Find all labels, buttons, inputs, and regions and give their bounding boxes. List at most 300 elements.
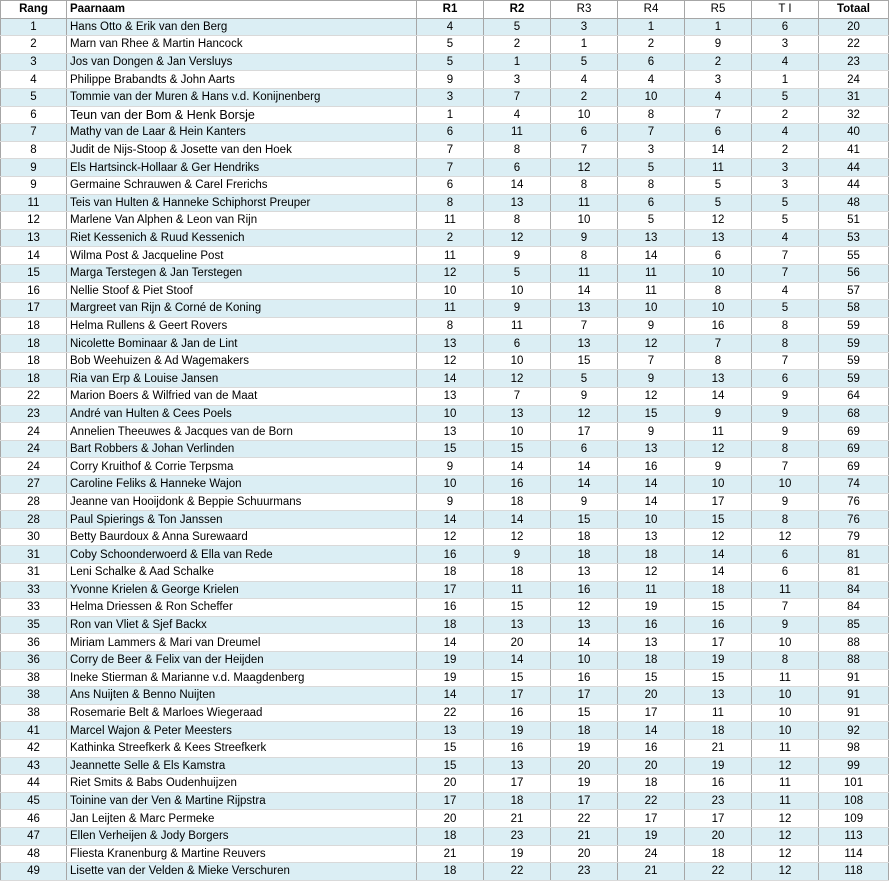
totaal-cell: 40 [819,124,889,142]
table-row [1,36,889,54]
r1-cell: 15 [417,757,484,775]
rang-cell: 23 [1,405,67,423]
totaal-cell: 20 [819,18,889,36]
paarnaam-cell: Els Hartsinck-Hollaar & Ger Hendriks [67,159,417,177]
r1-cell: 13 [417,423,484,441]
ti-cell: 4 [752,53,819,71]
r1-cell: 13 [417,722,484,740]
paarnaam-cell: Teis van Hulten & Hanneke Schiphorst Preuper [67,194,417,212]
header-r2: R2 [484,1,551,19]
r2-cell: 9 [484,247,551,265]
table-row [1,212,889,230]
r1-cell: 20 [417,810,484,828]
r4-cell: 24 [618,845,685,863]
paarnaam-cell: Helma Driessen & Ron Scheffer [67,599,417,617]
table-row [1,440,889,458]
totaal-cell: 79 [819,528,889,546]
r2-cell: 3 [484,71,551,89]
rang-cell: 30 [1,528,67,546]
r3-cell: 1 [551,36,618,54]
ti-cell: 10 [752,634,819,652]
totaal-cell: 59 [819,317,889,335]
r2-cell: 19 [484,845,551,863]
r3-cell: 14 [551,458,618,476]
r5-cell: 3 [685,71,752,89]
r4-cell: 20 [618,687,685,705]
paarnaam-cell: Annelien Theeuwes & Jacques van de Born [67,423,417,441]
r2-cell: 13 [484,757,551,775]
rang-cell: 12 [1,212,67,230]
r3-cell: 22 [551,810,618,828]
r4-cell: 12 [618,564,685,582]
r3-cell: 14 [551,476,618,494]
results-body [1,18,889,880]
table-row [1,599,889,617]
paarnaam-cell: Hans Otto & Erik van den Berg [67,18,417,36]
r3-cell: 15 [551,511,618,529]
ti-cell: 9 [752,493,819,511]
r2-cell: 2 [484,36,551,54]
r1-cell: 14 [417,634,484,652]
rang-cell: 46 [1,810,67,828]
r4-cell: 10 [618,300,685,318]
r1-cell: 6 [417,124,484,142]
r3-cell: 17 [551,792,618,810]
table-row [1,124,889,142]
totaal-cell: 76 [819,511,889,529]
ti-cell: 12 [752,528,819,546]
rang-cell: 14 [1,247,67,265]
header-r3: R3 [551,1,618,19]
r5-cell: 19 [685,651,752,669]
r2-cell: 16 [484,704,551,722]
r3-cell: 11 [551,264,618,282]
r5-cell: 8 [685,352,752,370]
r4-cell: 8 [618,106,685,124]
ti-cell: 9 [752,423,819,441]
r1-cell: 17 [417,792,484,810]
r1-cell: 18 [417,616,484,634]
paarnaam-cell: Coby Schoonderwoerd & Ella van Rede [67,546,417,564]
ti-cell: 12 [752,827,819,845]
r5-cell: 15 [685,599,752,617]
r3-cell: 13 [551,335,618,353]
table-row [1,458,889,476]
ti-cell: 12 [752,757,819,775]
r4-cell: 16 [618,739,685,757]
paarnaam-cell: Corry Kruithof & Corrie Terpsma [67,458,417,476]
r5-cell: 7 [685,335,752,353]
table-row [1,775,889,793]
paarnaam-cell: Marga Terstegen & Jan Terstegen [67,264,417,282]
r5-cell: 4 [685,88,752,106]
r4-cell: 17 [618,810,685,828]
r5-cell: 14 [685,388,752,406]
ti-cell: 11 [752,669,819,687]
r3-cell: 6 [551,124,618,142]
r3-cell: 14 [551,634,618,652]
r2-cell: 11 [484,581,551,599]
table-row [1,18,889,36]
r2-cell: 9 [484,300,551,318]
r4-cell: 11 [618,581,685,599]
r5-cell: 10 [685,476,752,494]
table-row [1,264,889,282]
r2-cell: 15 [484,440,551,458]
paarnaam-cell: Jeannette Selle & Els Kamstra [67,757,417,775]
rang-cell: 38 [1,704,67,722]
rang-cell: 35 [1,616,67,634]
r5-cell: 10 [685,300,752,318]
paarnaam-cell: Fliesta Kranenburg & Martine Reuvers [67,845,417,863]
r1-cell: 14 [417,370,484,388]
r5-cell: 14 [685,141,752,159]
r1-cell: 7 [417,141,484,159]
r4-cell: 21 [618,863,685,881]
totaal-cell: 91 [819,687,889,705]
r1-cell: 15 [417,440,484,458]
r3-cell: 14 [551,282,618,300]
r5-cell: 15 [685,669,752,687]
r1-cell: 10 [417,405,484,423]
r1-cell: 10 [417,282,484,300]
r2-cell: 22 [484,863,551,881]
totaal-cell: 85 [819,616,889,634]
header-r5: R5 [685,1,752,19]
paarnaam-cell: Paul Spierings & Ton Janssen [67,511,417,529]
r2-cell: 13 [484,194,551,212]
paarnaam-cell: Lisette van der Velden & Mieke Verschuren [67,863,417,881]
r2-cell: 17 [484,775,551,793]
rang-cell: 16 [1,282,67,300]
ti-cell: 1 [752,71,819,89]
rang-cell: 7 [1,124,67,142]
r4-cell: 15 [618,669,685,687]
r3-cell: 15 [551,704,618,722]
ti-cell: 4 [752,229,819,247]
r3-cell: 13 [551,564,618,582]
table-row [1,616,889,634]
rang-cell: 11 [1,194,67,212]
ti-cell: 6 [752,18,819,36]
r2-cell: 18 [484,564,551,582]
ti-cell: 10 [752,704,819,722]
r3-cell: 6 [551,440,618,458]
paarnaam-cell: Germaine Schrauwen & Carel Frerichs [67,176,417,194]
totaal-cell: 44 [819,176,889,194]
table-row [1,405,889,423]
r4-cell: 7 [618,352,685,370]
r2-cell: 19 [484,722,551,740]
r3-cell: 18 [551,546,618,564]
paarnaam-cell: Yvonne Krielen & George Krielen [67,581,417,599]
rang-cell: 18 [1,352,67,370]
r1-cell: 10 [417,476,484,494]
r3-cell: 18 [551,722,618,740]
totaal-cell: 44 [819,159,889,177]
totaal-cell: 22 [819,36,889,54]
table-row [1,176,889,194]
totaal-cell: 24 [819,71,889,89]
r5-cell: 1 [685,18,752,36]
header-ti: T I [752,1,819,19]
totaal-cell: 68 [819,405,889,423]
r4-cell: 19 [618,599,685,617]
paarnaam-cell: Marcel Wajon & Peter Meesters [67,722,417,740]
r5-cell: 18 [685,722,752,740]
r5-cell: 5 [685,194,752,212]
r4-cell: 13 [618,440,685,458]
totaal-cell: 69 [819,423,889,441]
r1-cell: 7 [417,159,484,177]
paarnaam-cell: Jan Leijten & Marc Permeke [67,810,417,828]
totaal-cell: 99 [819,757,889,775]
r3-cell: 7 [551,317,618,335]
r1-cell: 9 [417,71,484,89]
r4-cell: 14 [618,722,685,740]
r2-cell: 18 [484,493,551,511]
r1-cell: 16 [417,546,484,564]
r2-cell: 10 [484,423,551,441]
ti-cell: 5 [752,88,819,106]
totaal-cell: 113 [819,827,889,845]
table-row [1,53,889,71]
ti-cell: 8 [752,317,819,335]
rang-cell: 43 [1,757,67,775]
paarnaam-cell: Caroline Feliks & Hanneke Wajon [67,476,417,494]
table-row [1,564,889,582]
r2-cell: 6 [484,335,551,353]
r4-cell: 11 [618,282,685,300]
rang-cell: 31 [1,564,67,582]
totaal-cell: 109 [819,810,889,828]
paarnaam-cell: Nellie Stoof & Piet Stoof [67,282,417,300]
table-row [1,159,889,177]
r4-cell: 16 [618,458,685,476]
paarnaam-cell: Bob Weehuizen & Ad Wagemakers [67,352,417,370]
rang-cell: 3 [1,53,67,71]
r1-cell: 8 [417,194,484,212]
r5-cell: 14 [685,564,752,582]
r4-cell: 6 [618,194,685,212]
table-row [1,388,889,406]
r3-cell: 10 [551,106,618,124]
r2-cell: 13 [484,405,551,423]
r3-cell: 4 [551,71,618,89]
r4-cell: 9 [618,317,685,335]
totaal-cell: 108 [819,792,889,810]
r5-cell: 9 [685,458,752,476]
totaal-cell: 59 [819,335,889,353]
table-row [1,71,889,89]
table-row [1,423,889,441]
paarnaam-cell: Tommie van der Muren & Hans v.d. Konijnenberg [67,88,417,106]
r5-cell: 16 [685,317,752,335]
ti-cell: 10 [752,687,819,705]
r3-cell: 13 [551,616,618,634]
r2-cell: 14 [484,651,551,669]
table-row [1,282,889,300]
rang-cell: 24 [1,458,67,476]
r5-cell: 6 [685,124,752,142]
paarnaam-cell: Mathy van de Laar & Hein Kanters [67,124,417,142]
paarnaam-cell: Bart Robbers & Johan Verlinden [67,440,417,458]
table-row [1,739,889,757]
paarnaam-cell: Wilma Post & Jacqueline Post [67,247,417,265]
r2-cell: 5 [484,18,551,36]
r2-cell: 15 [484,599,551,617]
r5-cell: 6 [685,247,752,265]
table-row [1,634,889,652]
r1-cell: 5 [417,36,484,54]
r2-cell: 5 [484,264,551,282]
totaal-cell: 59 [819,352,889,370]
rang-cell: 24 [1,423,67,441]
r4-cell: 12 [618,335,685,353]
rang-cell: 22 [1,388,67,406]
r5-cell: 15 [685,511,752,529]
ti-cell: 8 [752,651,819,669]
paarnaam-cell: Teun van der Bom & Henk Borsje [67,106,417,124]
ti-cell: 7 [752,352,819,370]
paarnaam-cell: Jeanne van Hooijdonk & Beppie Schuurmans [67,493,417,511]
r3-cell: 3 [551,18,618,36]
r3-cell: 18 [551,528,618,546]
table-row [1,651,889,669]
r5-cell: 17 [685,810,752,828]
r2-cell: 12 [484,528,551,546]
r2-cell: 14 [484,458,551,476]
table-row [1,687,889,705]
r2-cell: 15 [484,669,551,687]
table-row [1,493,889,511]
r2-cell: 16 [484,476,551,494]
r1-cell: 3 [417,88,484,106]
header-rang: Rang [1,1,67,19]
table-row [1,352,889,370]
ti-cell: 5 [752,300,819,318]
table-row [1,335,889,353]
r2-cell: 12 [484,229,551,247]
r2-cell: 23 [484,827,551,845]
r1-cell: 12 [417,352,484,370]
header-r1: R1 [417,1,484,19]
totaal-cell: 74 [819,476,889,494]
paarnaam-cell: Betty Baurdoux & Anna Surewaard [67,528,417,546]
r2-cell: 16 [484,739,551,757]
r3-cell: 12 [551,405,618,423]
r3-cell: 15 [551,352,618,370]
r1-cell: 19 [417,651,484,669]
r4-cell: 9 [618,370,685,388]
r3-cell: 20 [551,757,618,775]
rang-cell: 36 [1,651,67,669]
r3-cell: 5 [551,370,618,388]
ti-cell: 5 [752,212,819,230]
r5-cell: 16 [685,616,752,634]
rang-cell: 13 [1,229,67,247]
rang-cell: 17 [1,300,67,318]
header-totaal: Totaal [819,1,889,19]
r2-cell: 10 [484,282,551,300]
r4-cell: 19 [618,827,685,845]
r1-cell: 19 [417,669,484,687]
table-row [1,669,889,687]
totaal-cell: 114 [819,845,889,863]
r2-cell: 4 [484,106,551,124]
rang-cell: 9 [1,159,67,177]
r1-cell: 11 [417,212,484,230]
r1-cell: 14 [417,511,484,529]
totaal-cell: 32 [819,106,889,124]
rang-cell: 24 [1,440,67,458]
ti-cell: 6 [752,564,819,582]
r3-cell: 20 [551,845,618,863]
r1-cell: 11 [417,300,484,318]
r4-cell: 2 [618,36,685,54]
r4-cell: 11 [618,264,685,282]
r1-cell: 13 [417,388,484,406]
r1-cell: 1 [417,106,484,124]
rang-cell: 8 [1,141,67,159]
totaal-cell: 51 [819,212,889,230]
r5-cell: 11 [685,423,752,441]
r3-cell: 21 [551,827,618,845]
table-row [1,546,889,564]
r5-cell: 11 [685,704,752,722]
totaal-cell: 58 [819,300,889,318]
r3-cell: 17 [551,423,618,441]
totaal-cell: 55 [819,247,889,265]
r2-cell: 13 [484,616,551,634]
r3-cell: 12 [551,159,618,177]
rang-cell: 36 [1,634,67,652]
r1-cell: 5 [417,53,484,71]
r3-cell: 16 [551,669,618,687]
r3-cell: 17 [551,687,618,705]
table-row [1,528,889,546]
table-row [1,194,889,212]
totaal-cell: 91 [819,704,889,722]
r5-cell: 9 [685,405,752,423]
paarnaam-cell: Ron van Vliet & Sjef Backx [67,616,417,634]
r2-cell: 12 [484,370,551,388]
totaal-cell: 98 [819,739,889,757]
r4-cell: 22 [618,792,685,810]
ti-cell: 8 [752,440,819,458]
table-row [1,792,889,810]
r5-cell: 10 [685,264,752,282]
rang-cell: 1 [1,18,67,36]
r2-cell: 11 [484,317,551,335]
paarnaam-cell: Jos van Dongen & Jan Versluys [67,53,417,71]
r3-cell: 9 [551,388,618,406]
ti-cell: 10 [752,476,819,494]
ti-cell: 4 [752,282,819,300]
totaal-cell: 53 [819,229,889,247]
totaal-cell: 88 [819,651,889,669]
r2-cell: 14 [484,511,551,529]
totaal-cell: 31 [819,88,889,106]
table-row [1,581,889,599]
table-row [1,476,889,494]
r5-cell: 13 [685,687,752,705]
r4-cell: 14 [618,493,685,511]
paarnaam-cell: Miriam Lammers & Mari van Dreumel [67,634,417,652]
totaal-cell: 41 [819,141,889,159]
ti-cell: 7 [752,458,819,476]
rang-cell: 27 [1,476,67,494]
